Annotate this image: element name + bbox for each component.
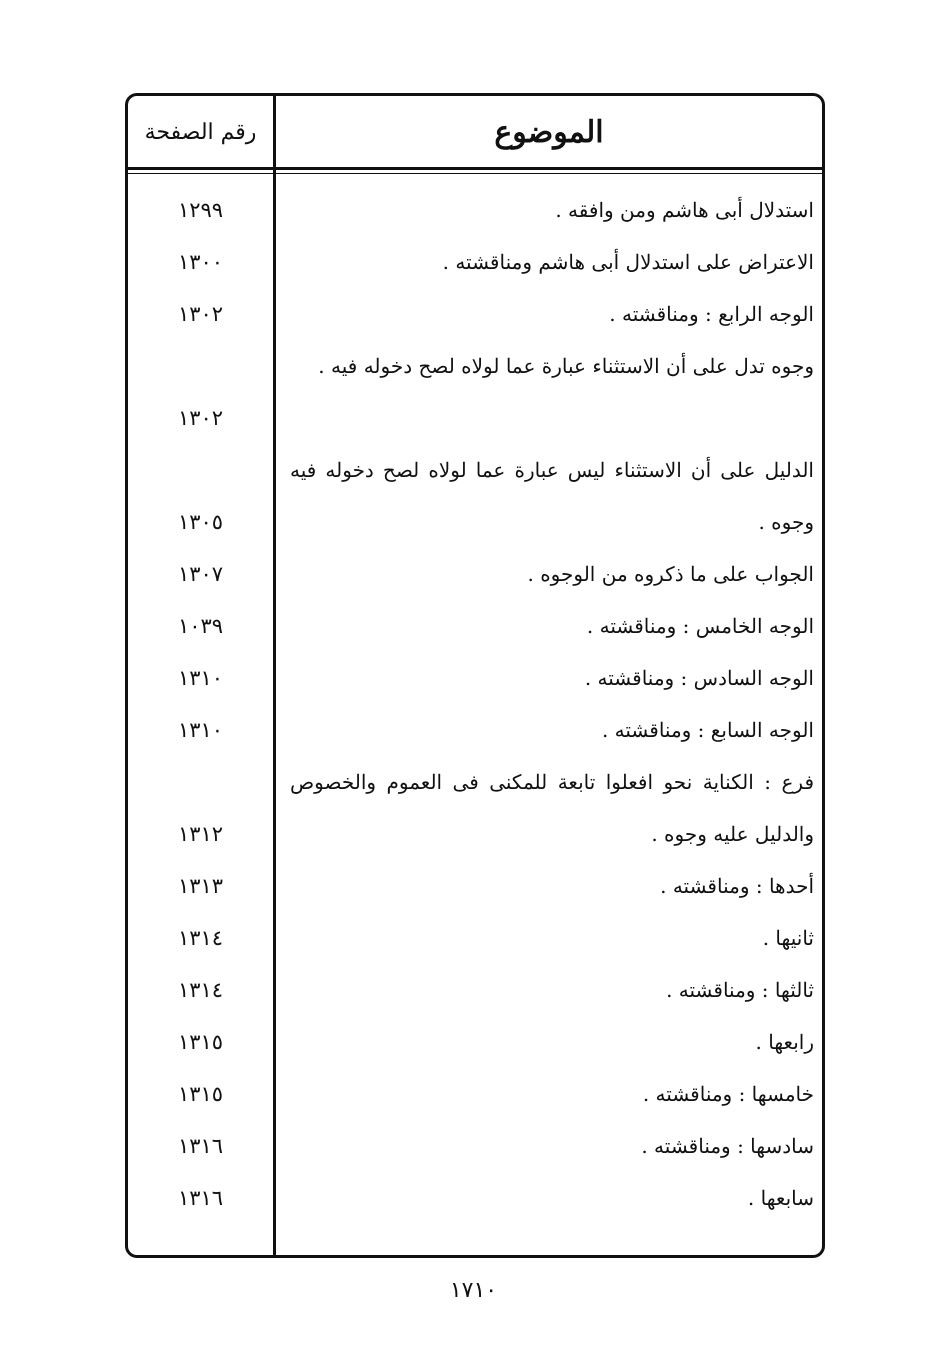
topic-text: ثانيها . (762, 926, 814, 950)
table-row (128, 860, 822, 912)
page-number: ١٣١٢ (177, 822, 224, 846)
table-row (128, 236, 822, 288)
page-number: ١٣٠٢ (177, 406, 224, 430)
topic-text: وجوه تدل على أن الاستثناء عبارة عما لولاه لصح دخوله فيه . (318, 354, 814, 378)
table-row (128, 1016, 822, 1068)
header-topic: الموضوع (494, 114, 604, 150)
page-number: ١٣١٦ (177, 1134, 224, 1158)
page-number-footer: ١٧١٠ (449, 1278, 498, 1303)
page-number: ١٣١٥ (177, 1082, 224, 1106)
topic-text: استدلال أبى هاشم ومن وافقه . (555, 198, 814, 222)
page-number: ١٣١٦ (177, 1186, 224, 1210)
page-number: ١٣٠٧ (177, 562, 224, 586)
topic-text: أحدها : ومناقشته . (660, 874, 814, 898)
topic-text: الوجه الخامس : ومناقشته . (586, 614, 814, 638)
topic-text: خامسها : ومناقشته . (642, 1082, 814, 1106)
topic-text: الوجه السادس : ومناقشته . (584, 666, 814, 690)
table-row (128, 600, 822, 652)
table-row (128, 756, 822, 860)
table-rows (128, 184, 822, 1224)
topic-text: ثالثها : ومناقشته . (666, 978, 814, 1002)
table-row (128, 340, 822, 444)
table-row (128, 964, 822, 1016)
topic-text: الوجه الرابع : ومناقشته . (609, 302, 814, 326)
contents-table (125, 93, 825, 1258)
table-row (128, 1120, 822, 1172)
topic-text: الدليل على أن الاستثناء ليس عبارة عما لولاه لصح دخوله فيه وجوه . (290, 458, 814, 534)
topic-text: سابعها . (747, 1186, 814, 1210)
topic-text: الوجه السابع : ومناقشته . (601, 718, 814, 742)
table-row (128, 912, 822, 964)
table-row (128, 1068, 822, 1120)
page-number: ١٢٩٩ (177, 198, 224, 222)
header-rule (128, 167, 822, 170)
topic-text: سادسها : ومناقشته . (641, 1134, 814, 1158)
page-number: ١٣١٣ (177, 874, 224, 898)
page-number: ١٣١٠ (177, 718, 224, 742)
table-row (128, 652, 822, 704)
topic-text: فرع : الكناية نحو افعلوا تابعة للمكنى فى العموم والخصوص والدليل عليه وجوه . (290, 770, 814, 846)
page-number: ١٠٣٩ (177, 614, 224, 638)
page-number: ١٣١٥ (177, 1030, 224, 1054)
page-number: ١٣٠٢ (177, 302, 224, 326)
topic-text: الاعتراض على استدلال أبى هاشم ومناقشته . (442, 250, 814, 274)
page-number: ١٣١٤ (177, 926, 224, 950)
page-number: ١٣٠٥ (177, 510, 224, 534)
page-number: ١٣١٤ (177, 978, 224, 1002)
table-row (128, 288, 822, 340)
header-rule-thin (128, 173, 822, 174)
table-row (128, 704, 822, 756)
page-number: ١٣٠٠ (177, 250, 224, 274)
header-page-number: رقم الصفحة (144, 119, 257, 145)
topic-text: الجواب على ما ذكروه من الوجوه . (527, 562, 814, 586)
table-row (128, 548, 822, 600)
table-row (128, 184, 822, 236)
table-row (128, 444, 822, 548)
table-row (128, 1172, 822, 1224)
page-number: ١٣١٠ (177, 666, 224, 690)
topic-text: رابعها . (755, 1030, 814, 1054)
